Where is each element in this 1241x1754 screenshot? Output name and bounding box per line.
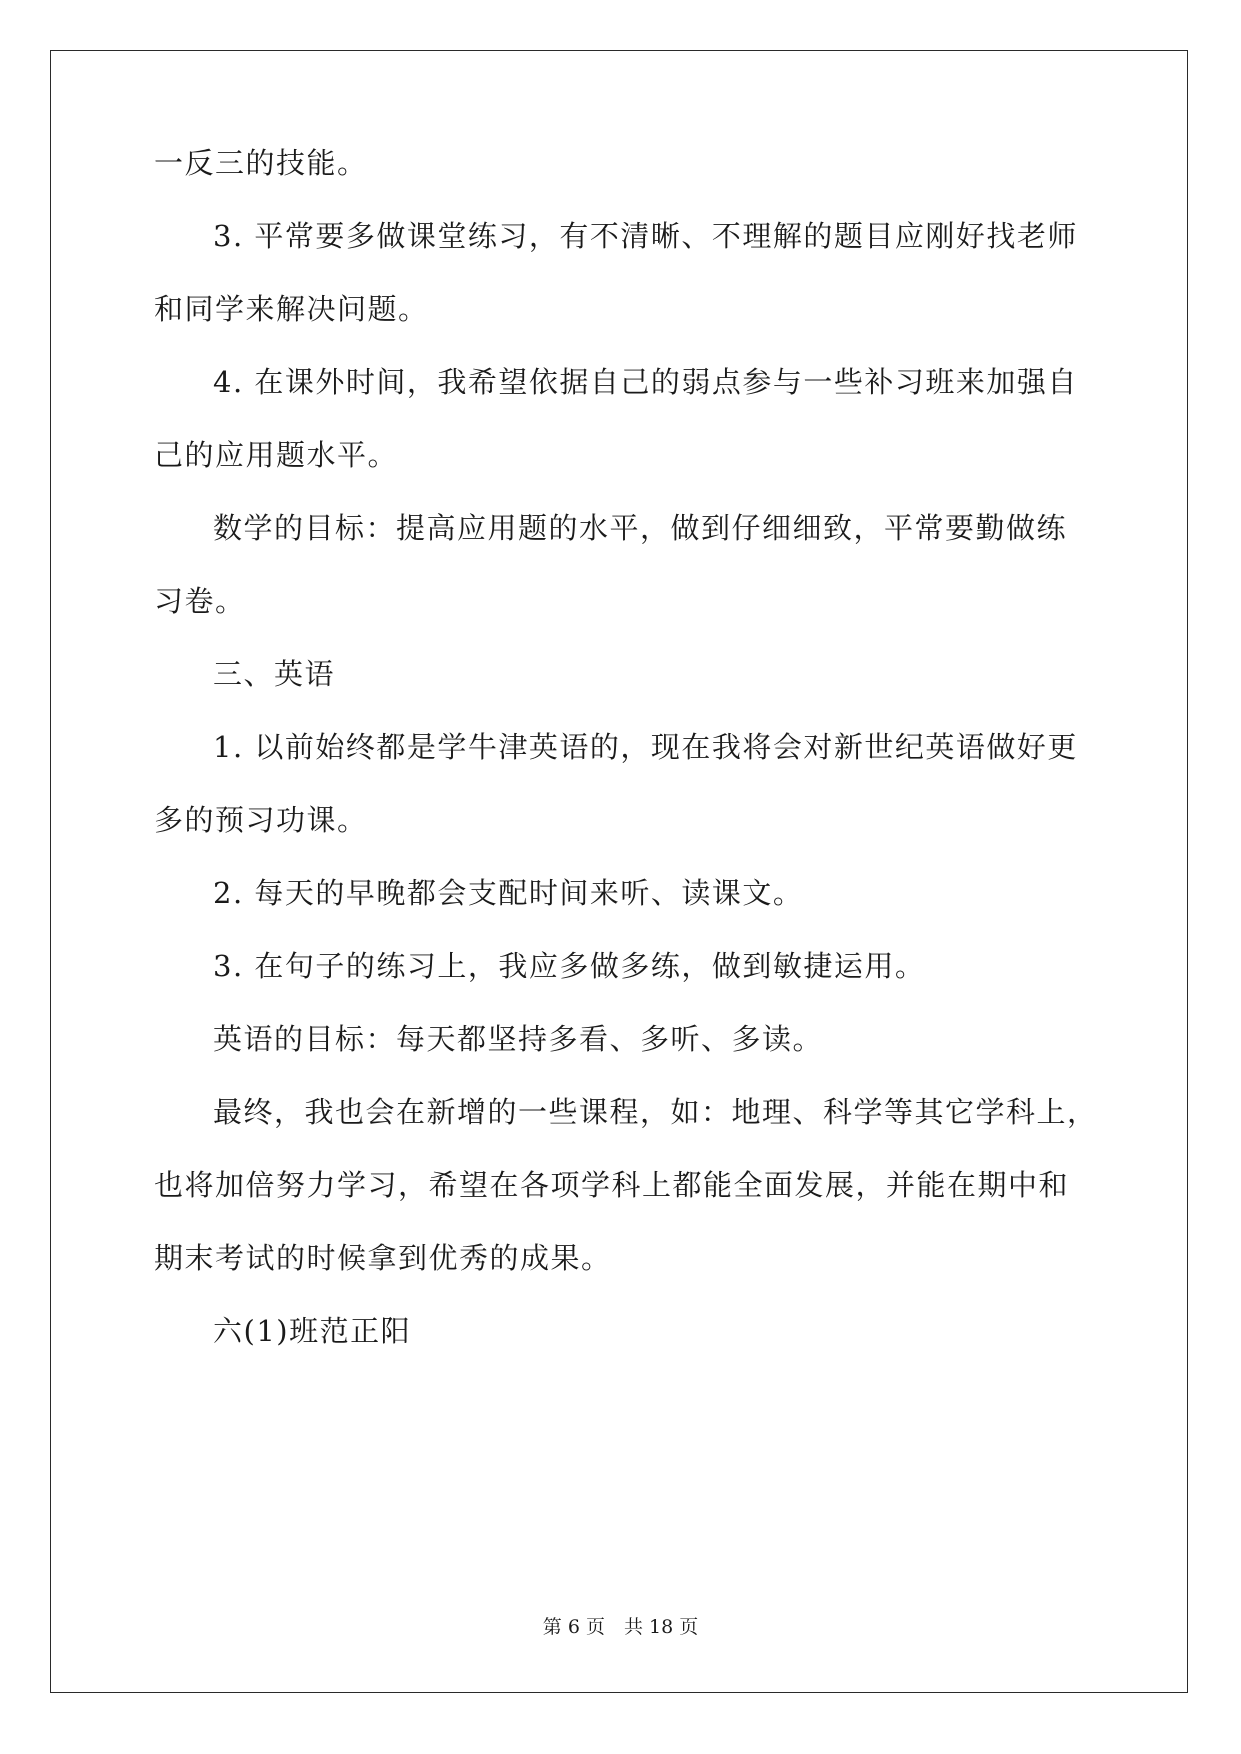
text-line: 一反三的技能。 <box>154 146 368 180</box>
text-line: 最终，我也会在新增的一些课程，如：地理、科学等其它学科上， <box>213 1095 1098 1129</box>
page-number: 第 6 页 共 18 页 <box>542 1616 699 1638</box>
text-line: 己的应用题水平。 <box>154 438 399 472</box>
text-line: 和同学来解决问题。 <box>154 292 429 326</box>
text-line: 习卷。 <box>154 584 246 618</box>
text-line: 数学的目标：提高应用题的水平，做到仔细细致，平常要勤做练 <box>213 511 1068 545</box>
text-line: 4. 在课外时间，我希望依据自己的弱点参与一些补习班来加强自 <box>213 365 1078 399</box>
text-line: 2. 每天的早晚都会支配时间来听、读课文。 <box>213 876 804 910</box>
text-line: 英语的目标：每天都坚持多看、多听、多读。 <box>213 1022 824 1056</box>
text-line: 1. 以前始终都是学牛津英语的，现在我将会对新世纪英语做好更 <box>213 730 1078 764</box>
text-line: 3. 在句子的练习上，我应多做多练，做到敏捷运用。 <box>213 949 926 983</box>
text-line: 多的预习功课。 <box>154 803 368 837</box>
text-line: 3. 平常要多做课堂练习，有不清晰、不理解的题目应刚好找老师 <box>213 219 1078 253</box>
text-line: 也将加倍努力学习，希望在各项学科上都能全面发展，并能在期中和 <box>154 1168 1070 1202</box>
signature-line: 六(1)班范正阳 <box>213 1314 412 1348</box>
text-line: 期末考试的时候拿到优秀的成果。 <box>154 1241 612 1275</box>
section-heading: 三、英语 <box>213 657 336 691</box>
